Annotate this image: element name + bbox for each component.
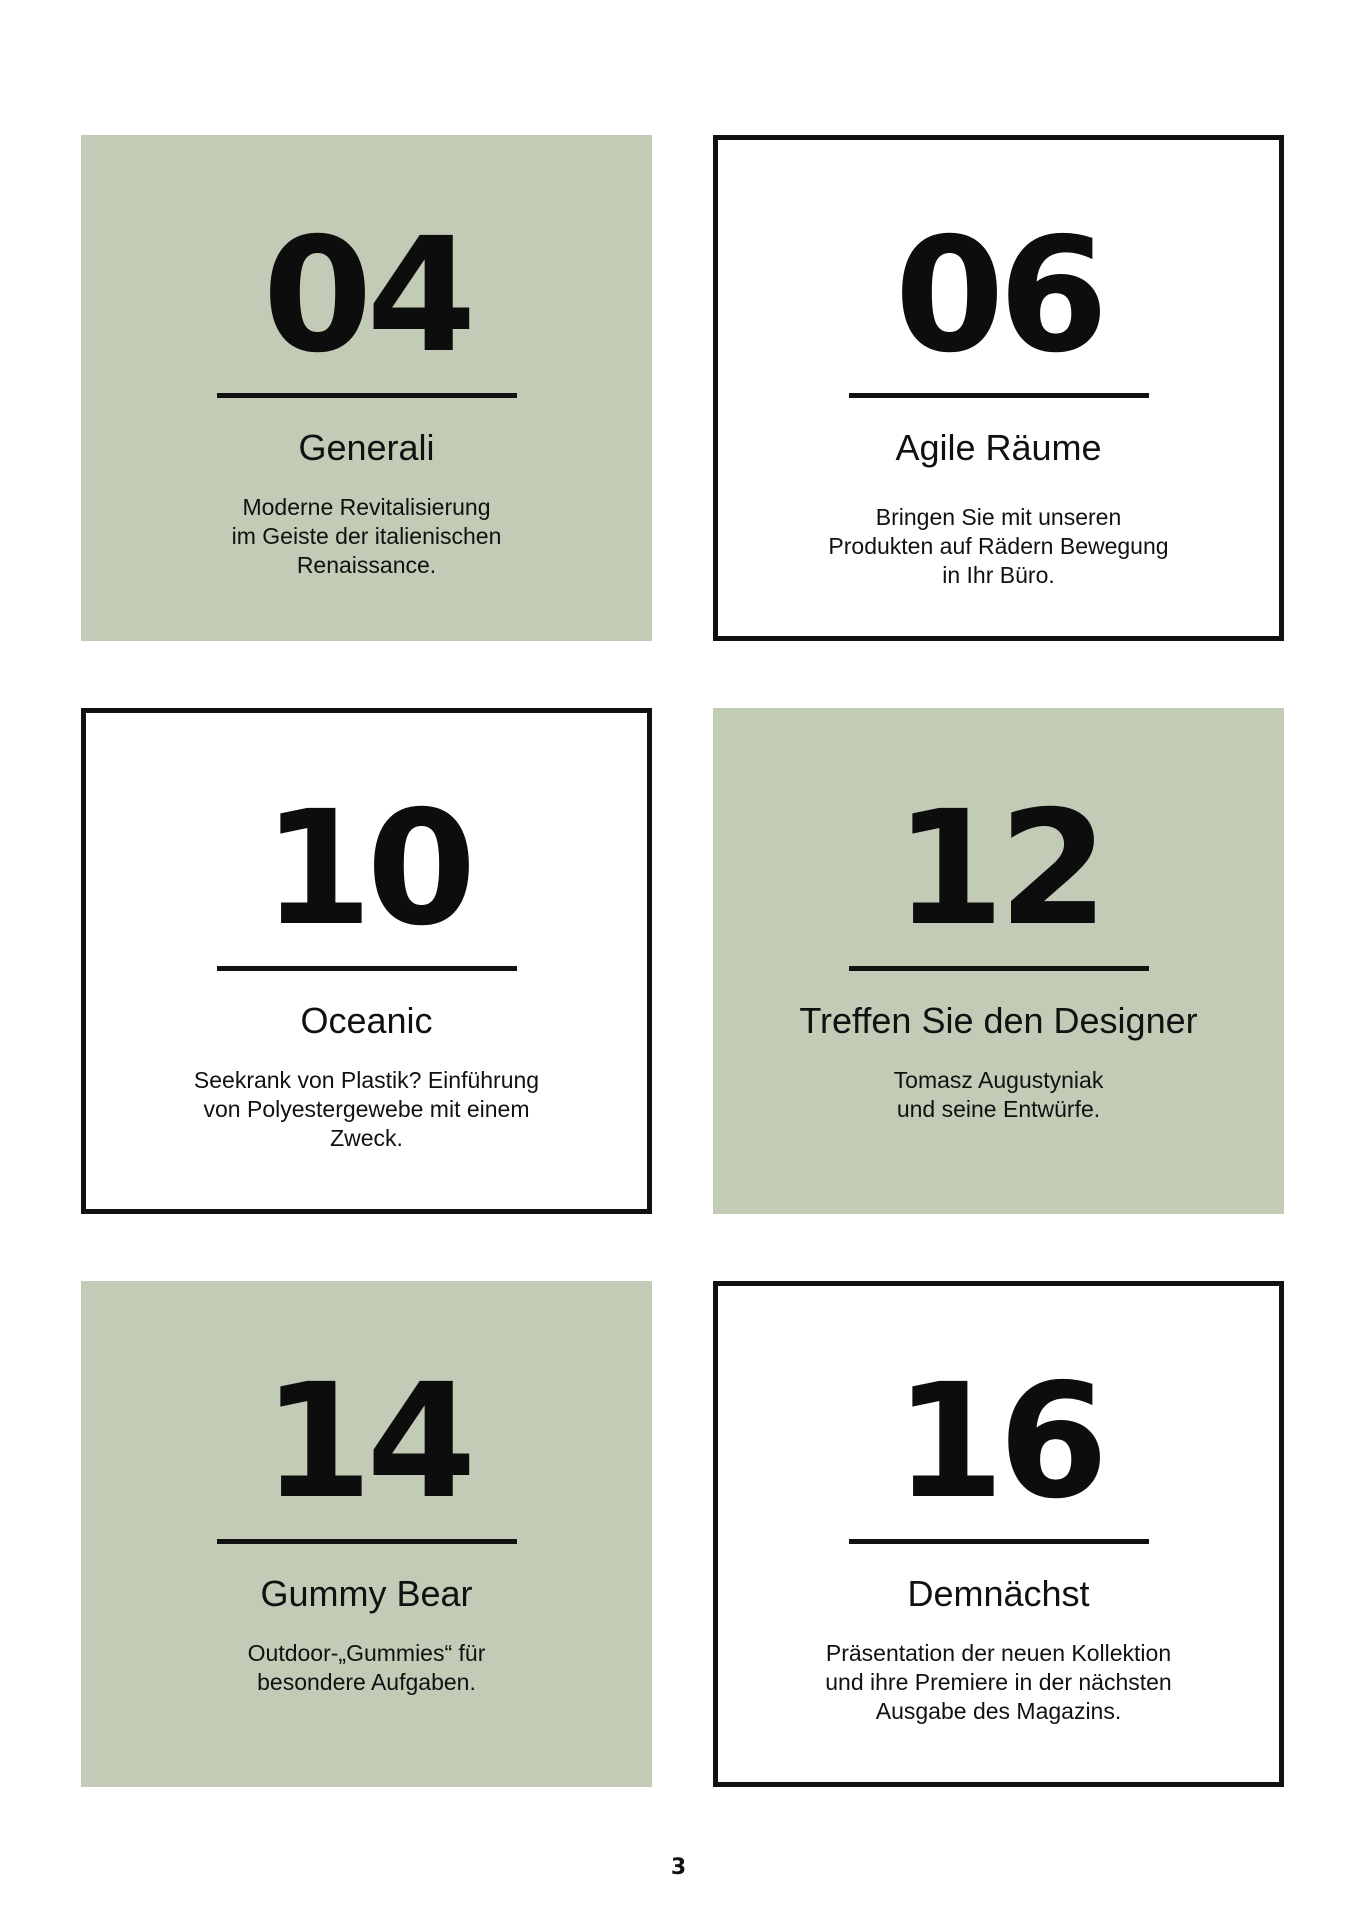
divider-line [849, 966, 1149, 971]
divider-line [217, 966, 517, 971]
article-description: Moderne Revitalisierung im Geiste der italienischen Renaissance. [231, 494, 502, 578]
contents-grid [81, 135, 1284, 1787]
page-ref-number: 10 [262, 777, 471, 961]
article-title: Gummy Bear [260, 1573, 473, 1614]
page-ref-number: 16 [894, 1350, 1103, 1534]
article-description: Bringen Sie mit unseren Produkten auf Rädern Bewegung in Ihr Büro. [828, 504, 1169, 588]
divider-line [849, 1539, 1149, 1544]
divider-line [217, 1539, 517, 1544]
page-ref-number: 12 [894, 777, 1103, 961]
page-ref-number: 14 [262, 1350, 471, 1534]
contents-card-14[interactable] [81, 1281, 652, 1787]
article-title: Demnächst [907, 1573, 1090, 1614]
article-description: Outdoor-„Gummies“ für besondere Aufgaben. [247, 1640, 486, 1695]
article-title: Agile Räume [895, 427, 1102, 468]
divider-line [849, 393, 1149, 398]
contents-card-16[interactable] [713, 1281, 1284, 1787]
contents-card-10[interactable] [81, 708, 652, 1214]
article-description: Präsentation der neuen Kollektion und ihre Premiere in der nächsten Ausgabe des Magazins. [825, 1640, 1172, 1724]
contents-card-04[interactable] [81, 135, 652, 641]
contents-card-12[interactable] [713, 708, 1284, 1214]
contents-card-06[interactable] [713, 135, 1284, 641]
article-description: Seekrank von Plastik? Einführung von Polyestergewebe mit einem Zweck. [193, 1067, 540, 1151]
divider-line [217, 393, 517, 398]
article-description: Tomasz Augustyniak und seine Entwürfe. [893, 1067, 1104, 1122]
page-ref-number: 06 [894, 204, 1103, 388]
article-title: Generali [298, 427, 435, 468]
page-ref-number: 04 [262, 204, 471, 388]
article-title: Oceanic [300, 1000, 433, 1041]
article-title: Treffen Sie den Designer [799, 1000, 1198, 1041]
page-number: 3 [670, 1855, 687, 1880]
